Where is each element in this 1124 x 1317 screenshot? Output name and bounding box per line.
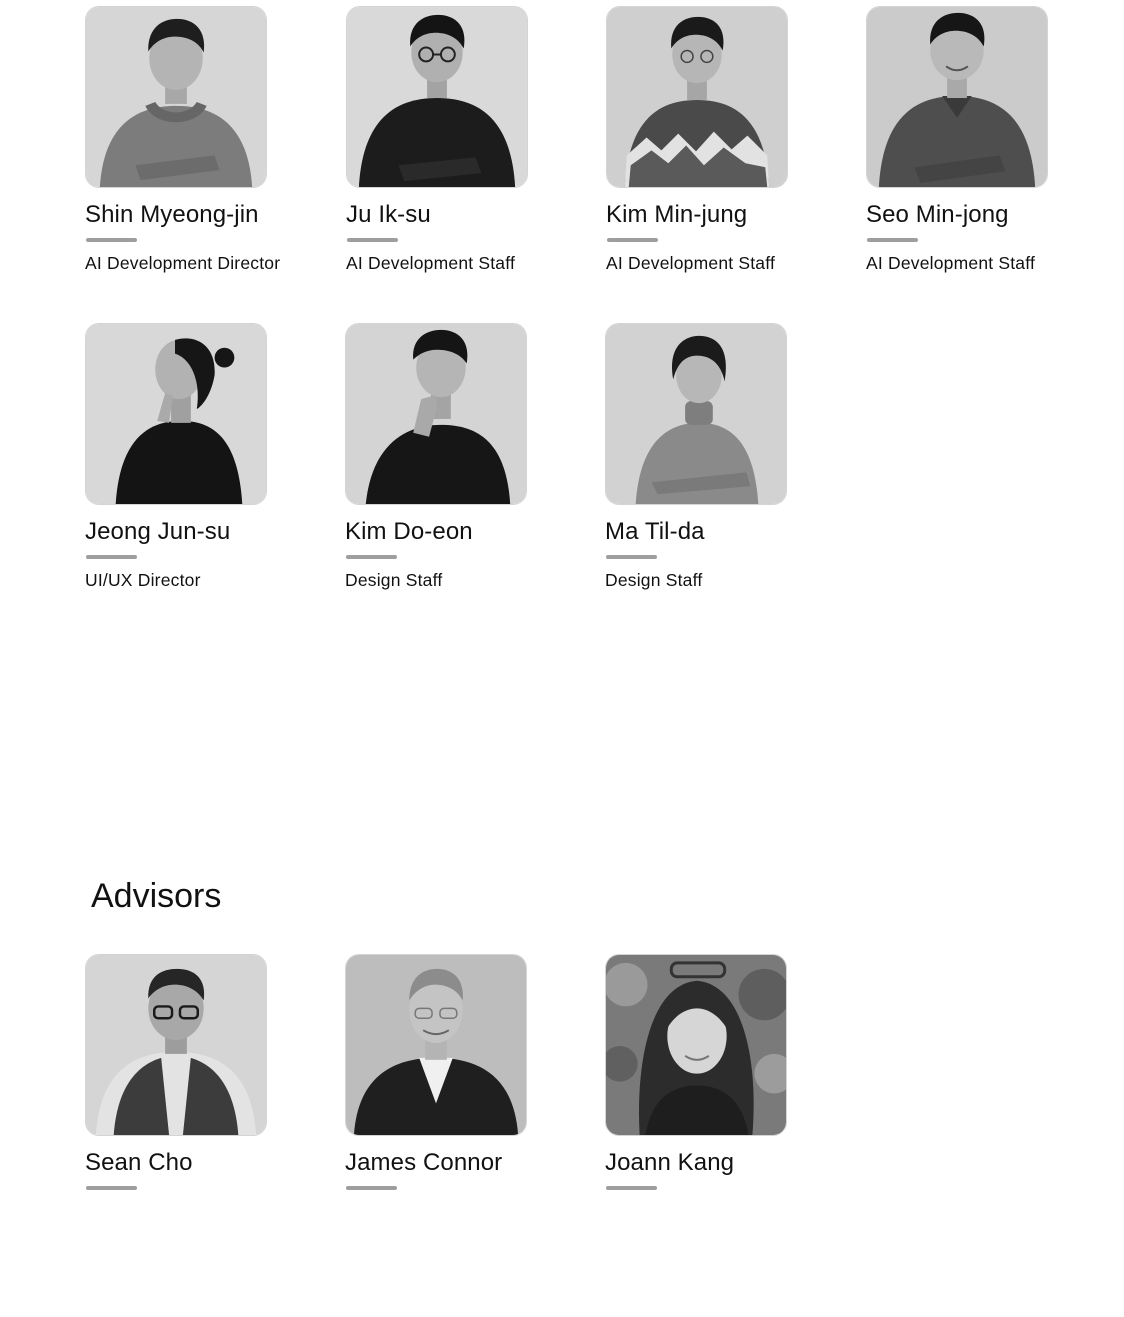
advisor-name: James Connor [345,1149,503,1176]
team-member-card [606,6,836,273]
name-underline [86,238,137,242]
advisor-card [345,954,575,1190]
advisor-photo [85,954,267,1136]
name-underline [86,555,137,559]
name-underline [606,1186,657,1190]
member-role: AI Development Director [85,253,281,273]
member-name: Seo Min-jong [866,201,1009,228]
member-name: Jeong Jun-su [85,518,231,545]
member-photo [85,6,267,188]
member-name: Kim Min-jung [606,201,748,228]
member-role: UI/UX Director [85,570,201,590]
portrait-vest-glasses-icon [86,955,266,1135]
member-name: Kim Do-eon [345,518,473,545]
section-title-advisors: Advisors [91,877,222,915]
advisor-card [605,954,835,1190]
team-member-card [346,6,576,273]
advisor-photo [605,954,787,1136]
member-role: AI Development Staff [346,253,516,273]
name-underline [346,1186,397,1190]
member-photo [346,6,528,188]
portrait-suit-glasses-icon [346,955,526,1135]
member-role: Design Staff [345,570,443,590]
advisor-name: Sean Cho [85,1149,193,1176]
name-underline [346,555,397,559]
member-role: Design Staff [605,570,703,590]
team-member-card [345,323,575,590]
team-member-card [605,323,835,590]
member-photo [85,323,267,505]
advisor-card [85,954,315,1190]
name-underline [86,1186,137,1190]
portrait-sweater-chin-hand-icon [346,324,526,504]
name-underline [606,555,657,559]
advisor-name: Joann Kang [605,1149,735,1176]
team-member-card [866,6,1096,273]
name-underline [607,238,658,242]
portrait-hoodie-gray-icon [86,7,266,187]
member-name: Ma Til-da [605,518,705,545]
portrait-outdoor-long-hair-icon [606,955,786,1135]
member-photo [605,323,787,505]
team-member-card [85,323,315,590]
name-underline [867,238,918,242]
member-photo [866,6,1048,188]
advisor-photo [345,954,527,1136]
member-photo [345,323,527,505]
portrait-hoodie-profile-icon [86,324,266,504]
member-name: Ju Ik-su [346,201,431,228]
team-member-card [85,6,315,273]
member-name: Shin Myeong-jin [85,201,259,228]
portrait-patterned-sweater-glasses-icon [607,7,787,187]
portrait-hoodie-black-glasses-icon [347,7,527,187]
member-role: AI Development Staff [606,253,776,273]
name-underline [347,238,398,242]
portrait-turtleneck-icon [606,324,786,504]
member-role: AI Development Staff [866,253,1036,273]
member-photo [606,6,788,188]
portrait-shirt-smiling-icon [867,7,1047,187]
